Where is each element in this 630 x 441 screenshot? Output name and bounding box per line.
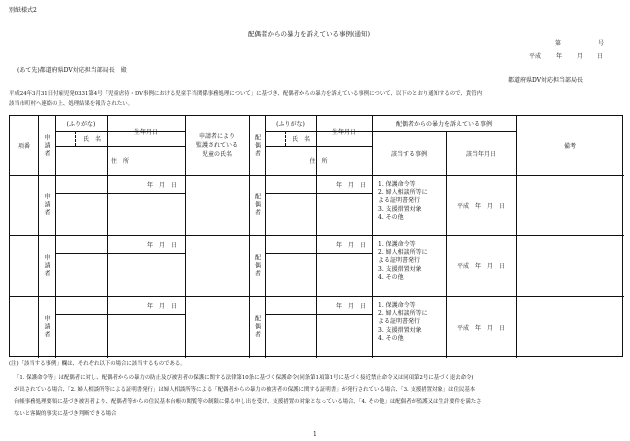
child-name-line-1: 申請者により — [198, 133, 235, 140]
row-case-list — [378, 181, 428, 222]
case-item-2: 2. 婦人相談所等に — [378, 189, 428, 197]
row-spouse-birthdate: 年 月 日 — [335, 181, 366, 189]
doc-no-dai: 第 — [555, 40, 562, 47]
note-line-3: 台帳事務処理要領に基づき被害者より、配偶者等からの住民基本台帳の閲覧等の制限に係る申し出を受け、支援措置の対象となっている場合、「4. その他」は配偶者が監護又は生計要件を満たさ — [14, 399, 482, 405]
case-item-2b: よる証明書発行 — [378, 318, 421, 326]
date-day: 日 — [597, 53, 604, 60]
note-line-1: 「1. 保護命令等」は配偶者に対し、配偶者からの暴力の防止及び被害者の保護に関する法律第10条に基づく保護命令(同条第1項第1号に基づく接近禁止命令又は同項第2号に基づく退去命令) — [14, 375, 474, 381]
row-spouse-label: 配偶者 — [253, 253, 261, 278]
body-line-1: 平成24年3月31日付雇児発0331第4号「児童虐待・DV事例における児童手当関係事務処理について」に基づき、配偶者からの暴力を訴えている事例について、以下のとおり通知するので、貴管内 — [9, 91, 483, 97]
child-name-line-2: 監護されている — [195, 142, 238, 149]
case-item-4: 4. その他 — [378, 213, 404, 221]
case-item-3: 3. 支援措置対象 — [378, 326, 422, 334]
header-applicant-furigana: (ふりがな) — [66, 121, 96, 128]
date-year: 年 — [556, 53, 563, 60]
row-applicant-birthdate: 年 月 日 — [146, 302, 177, 310]
header-applicant-birthdate: 生年月日 — [133, 128, 158, 136]
row-spouse-birthdate: 年 月 日 — [335, 302, 366, 310]
header-applicant-address: 住 所 — [110, 158, 129, 165]
header-applicant-name: 氏 名 — [82, 136, 101, 143]
header-item-no: 項番 — [17, 143, 30, 150]
notes-heading: (注)「該当する事例」欄は、それぞれ以下の場合に該当するものである。 — [9, 361, 186, 367]
header-year: 該当年月日 — [465, 150, 496, 158]
row-heisei-date: 平成 年 月 日 — [456, 324, 505, 332]
header-spouse-address: 住 所 — [309, 158, 328, 165]
addressee: (あて先)都道府県DV対応担当部局長 殿 — [17, 67, 127, 74]
row-applicant-label: 申請者 — [43, 193, 50, 217]
row-spouse-label: 配偶者 — [253, 315, 261, 339]
body-line-2: 該当市町村へ連絡の上、処理結果を報告されたい。 — [9, 101, 133, 107]
case-table — [9, 115, 623, 357]
header-spouse-furigana: (ふりがな) — [276, 121, 305, 128]
header-remarks: 備考 — [563, 143, 576, 150]
case-item-3: 3. 支援措置対象 — [378, 265, 422, 273]
case-item-1: 1. 保護命令等 — [378, 181, 416, 188]
row-applicant-birthdate: 年 月 日 — [146, 241, 177, 249]
row-case-list — [378, 241, 428, 282]
header-applicant: 申請者 — [43, 133, 50, 158]
case-item-1: 1. 保護命令等 — [378, 241, 416, 248]
date-era: 平成 — [529, 53, 542, 60]
page-number: 1 — [313, 431, 317, 438]
row-heisei-date: 平成 年 月 日 — [456, 263, 505, 270]
row-applicant-birthdate: 年 月 日 — [146, 181, 177, 189]
row-heisei-date: 平成 年 月 日 — [456, 202, 505, 210]
doc-no-go: 号 — [598, 40, 605, 47]
header-spouse-name: 氏 名 — [291, 136, 310, 143]
case-item-3: 3. 支援措置対象 — [378, 205, 422, 213]
case-item-4: 4. その他 — [378, 273, 404, 281]
sender: 都道府県DV対応担当部局長 — [508, 77, 584, 84]
row-applicant-label: 申請者 — [43, 315, 50, 339]
date-month: 月 — [577, 53, 584, 60]
case-item-2b: よる証明書発行 — [378, 197, 421, 205]
case-item-2: 2. 婦人相談所等に — [378, 310, 428, 318]
row-spouse-label: 配偶者 — [253, 193, 261, 217]
header-spouse: 配偶者 — [253, 133, 261, 158]
note-line-4: ないと客観的事実に基づき判断できる場合 — [14, 411, 117, 417]
form-label: 別紙様式2 — [9, 7, 37, 14]
case-item-2b: よる証明書発行 — [378, 257, 421, 265]
document-title: 配偶者からの暴力を訴えている事例(通知) — [248, 30, 371, 38]
header-violence: 配偶者からの暴力を訴えている事例 — [395, 121, 492, 128]
row-applicant-label: 申請者 — [43, 253, 50, 278]
header-spouse-birthdate: 生年月日 — [331, 128, 356, 136]
note-line-2: が出されている場合、「2. 婦人相談所等による証明書発行」は婦人相談所等による「配偶者からの暴力の被害者の保護に関する証明書」が発行されている場合、「3. 支援措置対象」は住民基本 — [14, 387, 476, 393]
case-item-1: 1. 保護命令等 — [378, 302, 416, 309]
row-case-list — [378, 302, 428, 343]
case-item-4: 4. その他 — [378, 334, 404, 342]
child-name-line-3: 児童の氏名 — [201, 151, 232, 158]
case-item-2: 2. 婦人相談所等に — [378, 249, 428, 257]
header-child-name — [185, 116, 249, 175]
header-case: 該当する事例 — [390, 150, 427, 158]
row-spouse-birthdate: 年 月 日 — [335, 241, 366, 249]
